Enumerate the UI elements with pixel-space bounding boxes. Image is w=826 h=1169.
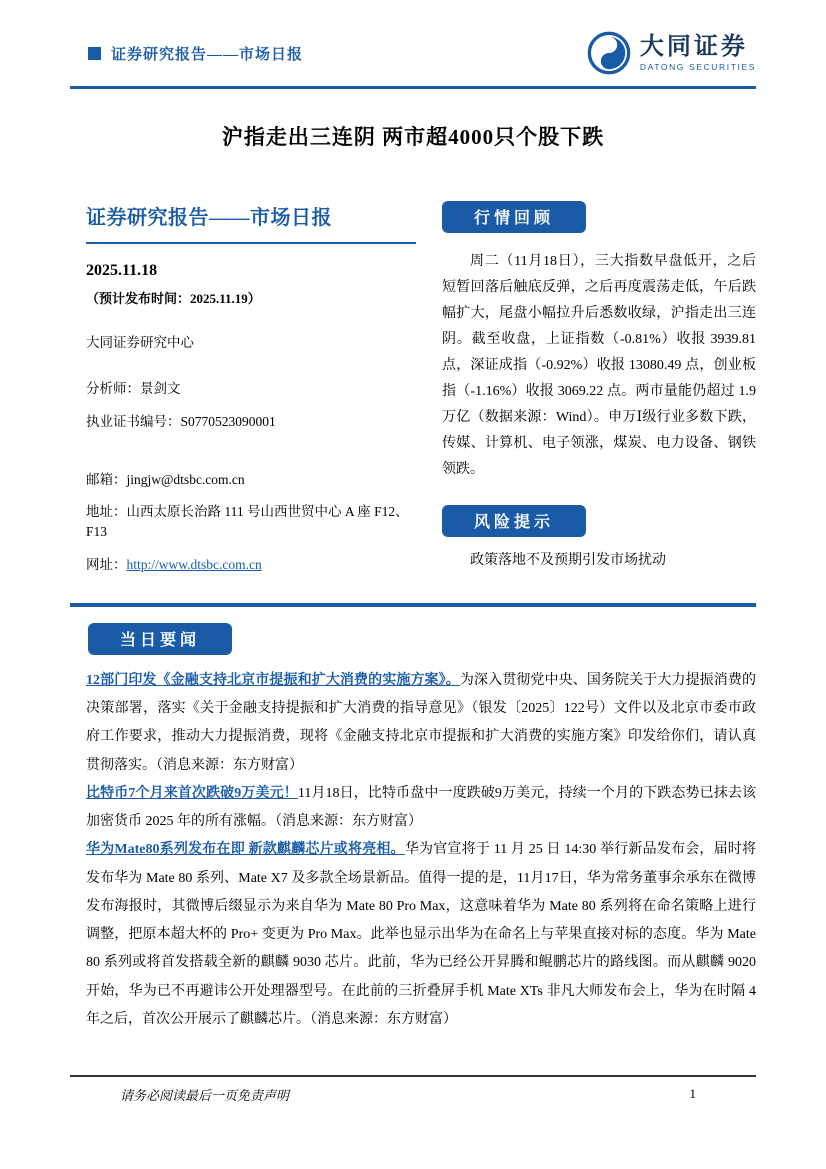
daily-news-section [86,667,756,1034]
footer-divider [70,1075,756,1077]
news-text: 华为官宣将于 11 月 25 日 14:30 举行新品发布会，届时将发布华为 Mate 80 系列、Mate X7 及多款全场景新品。值得一提的是，11月17日，华为常务董事余承东在微博发布海报时，其微博后缀显示为来自华为 Mate 80 Pro Max，这意味着华为 Mate 80 系列将在命名策略上进行调整，把原本超大杯的 Pro+ 变更为 Pro Max。此举也显示出华为在命名上与苹果直接对标的态度。华为 Mate 80 系列或将首发搭载全新的麒麟 9030 芯片。此前，华为已经公开昇腾和鲲鹏芯片的路线图。而从麒麟 9020 开始，华为已不再避讳公开处理器型号。在此前的三折叠屏手机 Mate XTs 非凡大师发布会上，华为在时隔 4 年之后，首次公开展示了麒麟芯片。（消息来源：东方财富） [86,842,756,1027]
logo-company-name: 大同证券 [639,33,748,61]
news-text: 为深入贯彻党中央、国务院关于大力提振消费的决策部署，落实《关于金融支持提振和扩大消费的指导意见》（银发〔2025〕122号）文件以及北京市委市政府工作要求，推动大力提振消费，现将《金融支持北京市提振和扩大消费的实施方案》印发给你们，请认真贯彻落实。（消息来源：东方财富） [86,672,757,773]
news-item [86,780,756,837]
footer-disclaimer: 请务必阅读最后一页免责声明 [120,1087,290,1103]
website-label: 网址： [86,556,127,572]
report-info-column [86,201,416,575]
research-center: 大同证券研究中心 [86,335,194,350]
header-report-type: 证券研究报告——市场日报 [111,46,304,63]
daily-news-badge: 当日要闻 [88,623,232,655]
contact-email: 邮箱：jingjw@dtsbc.com.cn [86,471,245,487]
company-logo [586,30,756,76]
news-headline: 12部门印发《金融支持北京市提振和扩大消费的实施方案》。 [86,672,460,688]
page-title: 沪指走出三连阴 两市超4000只个股下跌 [221,125,605,149]
header-divider [70,86,756,89]
news-item [86,836,756,1034]
contact-website [86,555,416,575]
market-review-text: 周二（11月18日），三大指数早盘低开，之后短暂回落后触底反弹，之后再度震荡走低，午后跌幅扩大，尾盘小幅拉升后悉数收绿，沪指走出三连阴。截至收盘，上证指数（-0.81%）收报 3939.81 点，深证成指（-0.92%）收报 13080.49 点，创业板指（-1.16%）收报 3069.22 点。两市量能仍超过 1.9 万亿（数据来源：Wind）。申万Ⅰ级行业多数下跌，传媒、计算机、电子领涨，煤炭、电力设备、钢铁领跌。 [442,254,756,478]
report-date: 2025.11.18 [86,262,158,279]
website-link[interactable]: http://www.dtsbc.com.cn [126,556,262,572]
contact-address: 地址：山西太原长治路 111 号山西世贸中心 A 座 F12、F13 [86,504,409,540]
market-review-column [442,201,756,575]
news-text: 11月18日，比特币盘中一度跌破9万美元，持续一个月的下跌态势已抹去该加密货币 2025 年的所有涨幅。（消息来源：东方财富） [86,785,756,830]
risk-text: 政策落地不及预期引发市场扰动 [470,553,666,569]
news-headline: 比特币7个月来首次跌破9万美元！ [86,785,298,801]
report-series-heading: 证券研究报告——市场日报 [86,201,416,244]
market-review-badge: 行情回顾 [442,201,586,233]
logo-company-name-en: DATONG SECURITIES [639,61,756,72]
page-header [88,30,756,76]
news-headline: 华为Mate80系列发布在即 新款麒麟芯片或将亮相。 [86,842,405,858]
header-report-type-group [88,43,303,64]
page-footer [70,1075,756,1104]
analyst-name: 分析师：景剑文 [86,381,181,397]
news-item [86,667,756,780]
blue-square-icon [88,47,101,60]
analyst-license: 执业证书编号：S0770523090001 [86,413,276,429]
datong-logo-icon [586,30,632,76]
expected-publish-date: （预计发布时间：2025.11.19） [86,291,261,306]
risk-badge: 风险提示 [442,505,586,537]
report-columns [86,201,756,575]
page-number: 1 [689,1086,696,1101]
section-divider [70,603,756,607]
logo-text [640,34,756,72]
